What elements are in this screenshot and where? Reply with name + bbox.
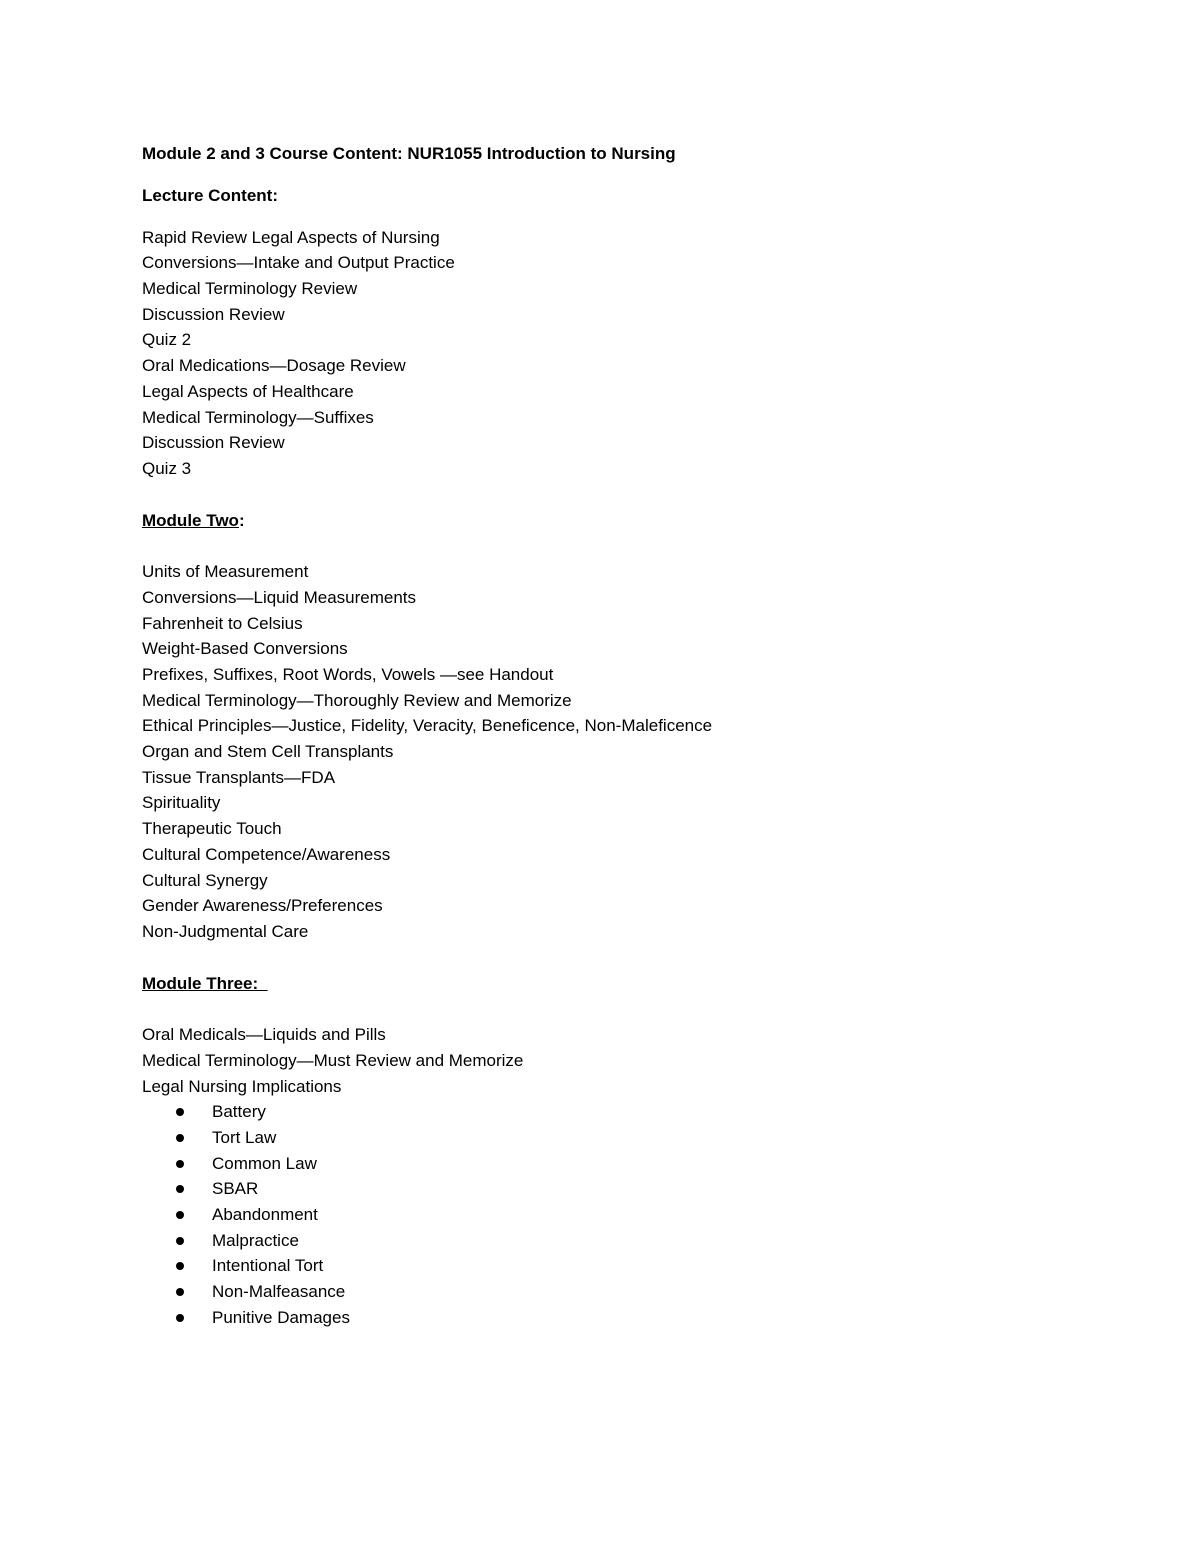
bullet-item <box>142 1202 1042 1228</box>
lecture-item: Medical Terminology Review <box>142 279 358 299</box>
document-content <box>142 141 1042 1331</box>
bullet-icon <box>176 1185 184 1193</box>
bullet-item <box>142 1228 1042 1254</box>
module-three-list <box>142 1022 1042 1099</box>
module-two-item: Ethical Principles—Justice, Fidelity, Veracity, Beneficence, Non-Maleficence <box>142 716 713 736</box>
module-two-heading-colon: : <box>238 510 245 530</box>
bullet-icon <box>176 1262 184 1270</box>
lecture-item: Rapid Review Legal Aspects of Nursing <box>142 227 440 247</box>
bullet-item <box>142 1125 1042 1151</box>
module-two-item: Weight-Based Conversions <box>142 639 348 659</box>
module-two-item: Therapeutic Touch <box>142 819 282 839</box>
bullet-icon <box>176 1160 184 1168</box>
module-two-list <box>142 559 1042 944</box>
bullet-item <box>142 1279 1042 1305</box>
module-two-item: Spirituality <box>142 793 221 813</box>
module-three-heading: Module Three: <box>142 973 268 993</box>
lecture-item: Quiz 3 <box>142 458 192 478</box>
document-title: Module 2 and 3 Course Content: NUR1055 Introduction to Nursing <box>142 144 676 163</box>
bullet-icon <box>176 1211 184 1219</box>
module-three-item: Legal Nursing Implications <box>142 1076 342 1096</box>
spacer <box>142 209 1042 225</box>
lecture-item: Discussion Review <box>142 304 285 324</box>
bullet-text: Punitive Damages <box>212 1307 350 1327</box>
spacer <box>142 533 1042 559</box>
bullet-item <box>142 1253 1042 1279</box>
lecture-item: Discussion Review <box>142 433 285 453</box>
bullet-text: SBAR <box>212 1179 259 1199</box>
lecture-item: Conversions—Intake and Output Practice <box>142 253 455 273</box>
module-two-item: Organ and Stem Cell Transplants <box>142 742 394 762</box>
module-three-item: Medical Terminology—Must Review and Memorize <box>142 1050 524 1070</box>
module-three-item: Oral Medicals—Liquids and Pills <box>142 1025 386 1045</box>
bullet-text: Intentional Tort <box>212 1256 324 1276</box>
bullet-icon <box>176 1288 184 1296</box>
lecture-item: Oral Medications—Dosage Review <box>142 356 406 376</box>
legal-implications-bullet-list <box>142 1099 1042 1330</box>
lecture-heading: Lecture Content: <box>142 186 278 205</box>
module-two-item: Non-Judgmental Care <box>142 921 309 941</box>
spacer <box>142 167 1042 183</box>
module-two-item: Gender Awareness/Preferences <box>142 896 383 916</box>
lecture-item: Medical Terminology—Suffixes <box>142 407 374 427</box>
bullet-text: Non-Malfeasance <box>212 1282 346 1302</box>
bullet-text: Common Law <box>212 1153 317 1173</box>
module-two-item: Prefixes, Suffixes, Root Words, Vowels —see Handout <box>142 665 554 684</box>
spacer <box>142 482 1042 508</box>
module-two-item: Fahrenheit to Celsius <box>142 613 303 633</box>
lecture-item: Legal Aspects of Healthcare <box>142 381 354 401</box>
lecture-item: Quiz 2 <box>142 330 192 350</box>
bullet-text: Battery <box>212 1102 266 1122</box>
bullet-item <box>142 1151 1042 1177</box>
spacer <box>142 945 1042 971</box>
bullet-text: Malpractice <box>212 1230 299 1250</box>
bullet-icon <box>176 1314 184 1322</box>
bullet-item <box>142 1176 1042 1202</box>
module-two-item: Cultural Synergy <box>142 870 268 890</box>
module-two-item: Tissue Transplants—FDA <box>142 767 336 787</box>
module-two-item: Conversions—Liquid Measurements <box>142 587 417 607</box>
module-two-heading <box>142 508 1042 534</box>
module-two-item: Cultural Competence/Awareness <box>142 844 391 864</box>
spacer <box>142 996 1042 1022</box>
lecture-list <box>142 225 1042 482</box>
bullet-item <box>142 1305 1042 1331</box>
bullet-text: Tort Law <box>212 1128 277 1147</box>
module-two-item: Units of Measurement <box>142 562 309 582</box>
bullet-icon <box>176 1237 184 1245</box>
bullet-item <box>142 1099 1042 1125</box>
module-two-item: Medical Terminology—Thoroughly Review and Memorize <box>142 690 572 710</box>
bullet-icon <box>176 1134 184 1142</box>
module-two-heading-text: Module Two <box>142 510 239 530</box>
bullet-icon <box>176 1108 184 1116</box>
bullet-text: Abandonment <box>212 1205 318 1225</box>
